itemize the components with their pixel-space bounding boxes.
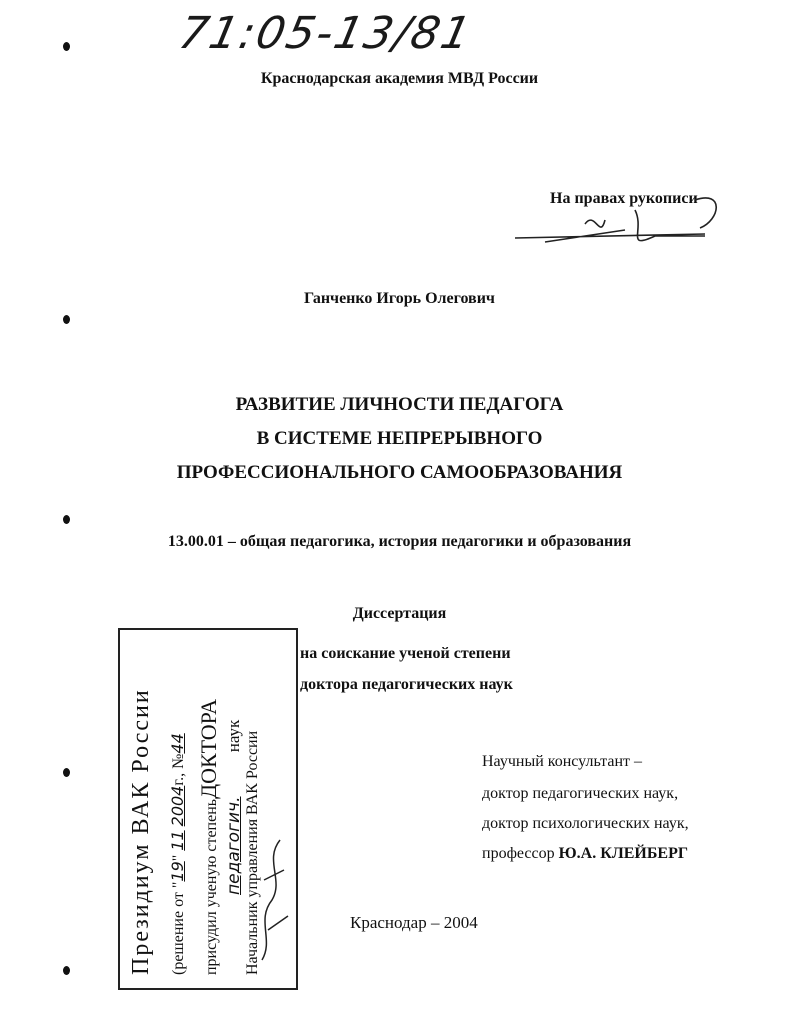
punch-hole-mark (63, 768, 70, 777)
author-name: Ганченко Игорь Олегович (304, 290, 495, 307)
consultant-line-3: доктор психологических наук, (482, 815, 689, 832)
stamp-line-head: Начальник управления ВАК России (244, 730, 261, 975)
punch-hole-mark (63, 515, 70, 524)
signature (505, 180, 735, 260)
consultant-name: Ю.А. КЛЕЙБЕРГ (558, 845, 689, 862)
vak-approval-stamp (118, 628, 298, 990)
stamp-field-handwritten: педагогич. (224, 796, 244, 895)
punch-hole-mark (63, 966, 70, 975)
dissertation-title-line-2: В СИСТЕМЕ НЕПРЕРЫВНОГО (256, 428, 543, 449)
consultant-line-4 (482, 845, 688, 863)
manuscript-rights-note: На правах рукописи (550, 190, 698, 207)
stamp-decision-quote: " (170, 854, 187, 862)
stamp-decision-number: 44 (168, 733, 187, 754)
stamp-decision-month: 11 (168, 830, 187, 851)
stamp-decision-prefix: (решение от " (170, 881, 187, 975)
stamp-decision-year: 2004 (168, 785, 187, 827)
consultant-line-1: Научный консультант – (482, 753, 642, 770)
stamp-line-decision (168, 733, 188, 975)
handwritten-archive-number: 71:05-13/81 (174, 8, 477, 59)
institution-name: Краснодарская академия МВД России (260, 70, 539, 87)
degree-line-2: доктора педагогических наук (300, 676, 513, 693)
punch-hole-mark (63, 315, 70, 324)
stamp-decision-day: 19 (168, 861, 187, 882)
dissertation-title-line-3: ПРОФЕССИОНАЛЬНОГО САМООБРАЗОВАНИЯ (176, 462, 623, 483)
degree-line-1: на соискание ученой степени (300, 645, 511, 662)
stamp-line-field (224, 720, 244, 895)
stamp-decision-number-label: г., № (170, 753, 187, 786)
consultant-role: профессор (482, 845, 555, 862)
stamp-line-awarded (196, 699, 222, 975)
document-type: Диссертация (352, 605, 447, 622)
stamp-degree-level: ДОКТОРА (196, 699, 221, 799)
city-year: Краснодар – 2004 (350, 913, 478, 932)
stamp-field-suffix: наук (224, 719, 243, 753)
stamp-signature (254, 820, 294, 970)
stamp-awarded-text: присудил ученую степень (203, 798, 220, 975)
stamp-line-presidium: Президиум ВАК России (128, 688, 154, 975)
dissertation-title-line-1: РАЗВИТИЕ ЛИЧНОСТИ ПЕДАГОГА (235, 394, 564, 415)
consultant-line-2: доктор педагогических наук, (482, 785, 679, 802)
punch-hole-mark (63, 42, 70, 51)
specialty-code: 13.00.01 – общая педагогика, история педагогики и образования (167, 533, 632, 550)
